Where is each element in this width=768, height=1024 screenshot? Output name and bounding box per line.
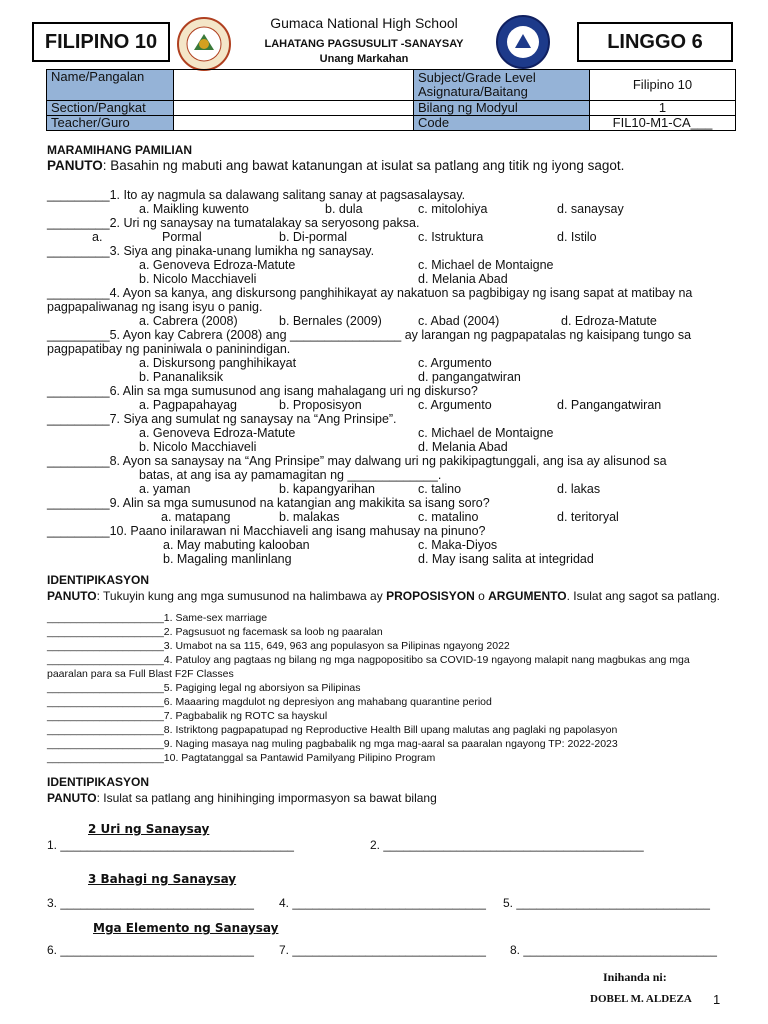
answer-field-3[interactable]: 3. _____________________________ <box>47 896 254 910</box>
choice[interactable]: a. Diskursong panghihikayat <box>139 356 297 370</box>
identification-instruction-2 <box>47 791 437 805</box>
choice[interactable]: a. Genoveva Edroza-Matute <box>139 258 296 272</box>
code-label: Code <box>414 116 590 131</box>
identification-item[interactable]: ____________________2. Pagsusuot ng facemask sa loob ng paaralan <box>47 626 383 638</box>
identification-item[interactable]: ____________________1. Same-sex marriage <box>47 612 268 624</box>
choice[interactable]: c. Istruktura <box>418 230 484 244</box>
choice[interactable]: c. Michael de Montaigne <box>418 426 554 440</box>
instruction-text: . Isulat ang sagot sa patlang. <box>566 589 721 603</box>
question-line-cont: pagpapaliwanag ng isang isyu o panig. <box>47 300 263 314</box>
teacher-label: Teacher/Guro <box>47 116 174 131</box>
keyword-argumento: ARGUMENTO <box>488 589 567 603</box>
question-line[interactable]: _________6. Alin sa mga sumusunod ang isang mahalagang uri ng diskurso? <box>47 384 478 398</box>
group-heading-bahagi: 3 Bahagi ng Sanaysay <box>88 872 237 886</box>
prepared-by-label: Inihanda ni: <box>603 970 667 984</box>
choice[interactable]: b. Nicolo Macchiaveli <box>139 440 257 454</box>
choice[interactable]: b. Nicolo Macchiaveli <box>139 272 257 286</box>
panuto-label: PANUTO <box>47 791 97 805</box>
page-number: 1 <box>713 992 721 1007</box>
section-title-identification: IDENTIPIKASYON <box>47 573 150 587</box>
choice[interactable]: b. Di-pormal <box>279 230 348 244</box>
section-label: Section/Pangkat <box>47 101 174 116</box>
choice[interactable]: c. mitolohiya <box>418 202 488 216</box>
instruction-text: : Basahin ng mabuti ang bawat katanungan at isulat sa patlang ang titik ng iyong sagot. <box>102 158 625 173</box>
question-line-cont: batas, at ang isa ay pamamagitan ng _____________. <box>139 468 442 482</box>
identification-item[interactable]: ____________________10. Pagtatanggal sa Pantawid Pamilyang Pilipino Program <box>47 752 436 764</box>
question-line[interactable]: _________8. Ayon sa sanaysay na “Ang Prinsipe” may dalwang uri ng pakikipagtunggali, ang isa ay alisunod sa <box>47 454 667 468</box>
identification-item[interactable]: ____________________5. Pagiging legal ng aborsiyon sa Pilipinas <box>47 682 361 694</box>
choice[interactable]: d. teritoryal <box>557 510 619 524</box>
choice[interactable]: d. sanaysay <box>557 202 624 216</box>
section-title-identification-2: IDENTIPIKASYON <box>47 775 150 789</box>
choice[interactable]: a. yaman <box>139 482 191 496</box>
question-line[interactable]: _________3. Siya ang pinaka-unang lumikha ng sanaysay. <box>47 244 375 258</box>
choice[interactable]: d. May isang salita at integridad <box>418 552 594 566</box>
choice[interactable]: b. Pananaliksik <box>139 370 224 384</box>
student-info-table <box>46 69 736 131</box>
answer-field-4[interactable]: 4. _____________________________ <box>279 896 486 910</box>
choice[interactable]: b. Bernales (2009) <box>279 314 382 328</box>
identification-item[interactable]: ____________________6. Maaaring magdulot ng depresiyon ang mahabang quarantine period <box>47 696 492 708</box>
choice[interactable]: d. Edroza-Matute <box>561 314 657 328</box>
exam-title: LAHATANG PAGSUSULIT -SANAYSAY <box>264 38 464 50</box>
question-line[interactable]: _________10. Paano inilarawan ni Macchiaveli ang isang mahusay na pinuno? <box>47 524 486 538</box>
multiple-choice-instruction <box>47 158 624 173</box>
identification-item[interactable]: ____________________8. Istriktong pagpapatupad ng Reproductive Health Bill upang malutas ang paglaki ng papolasyon <box>47 724 618 736</box>
answer-field-1[interactable]: 1. ___________________________________ <box>47 838 294 852</box>
question-line[interactable]: _________2. Uri ng sanaysay na tumatalakay sa seryosong paksa. <box>47 216 420 230</box>
choice[interactable]: d. Melania Abad <box>418 272 508 286</box>
choice[interactable]: d. Pangangatwiran <box>557 398 662 412</box>
author-name: DOBEL M. ALDEZA <box>590 993 692 1005</box>
answer-field-7[interactable]: 7. _____________________________ <box>279 943 486 957</box>
identification-item-cont: paaralan para sa Full Blast F2F Classes <box>47 668 234 680</box>
instruction-text: o <box>474 589 489 603</box>
week-title-box: LINGGO 6 <box>577 22 733 62</box>
name-label: Name/Pangalan <box>47 70 174 101</box>
identification-item[interactable]: ____________________3. Umabot na sa 115, 649, 963 ang populasyon sa Pilipinas ngayong 2022 <box>47 640 510 652</box>
answer-field-8[interactable]: 8. _____________________________ <box>510 943 717 957</box>
choice[interactable]: d. Melania Abad <box>418 440 508 454</box>
choice[interactable]: a. Pagpapahayag <box>139 398 238 412</box>
answer-field-2[interactable]: 2. _______________________________________ <box>370 838 644 852</box>
choice[interactable]: c. matalino <box>418 510 479 524</box>
group-heading-elemento: Mga Elemento ng Sanaysay <box>93 921 279 935</box>
subject-title-box: FILIPINO 10 <box>32 22 170 62</box>
question-line[interactable]: _________1. Ito ay nagmula sa dalawang salitang sanay at pagsasalaysay. <box>47 188 466 202</box>
panuto-label: PANUTO <box>47 589 97 603</box>
question-line[interactable]: _________9. Alin sa mga sumusunod na katangian ang makikita sa isang soro? <box>47 496 490 510</box>
choice[interactable]: d. pangangatwiran <box>418 370 521 384</box>
choice[interactable]: c. Abad (2004) <box>418 314 500 328</box>
identification-instruction <box>47 589 720 603</box>
choice[interactable]: b. dula <box>325 202 363 216</box>
answer-field-5[interactable]: 5. _____________________________ <box>503 896 710 910</box>
choice[interactable]: a. matapang <box>161 510 231 524</box>
choice[interactable]: c. Maka-Diyos <box>418 538 498 552</box>
instruction-text: : Tukuyin kung ang mga sumusunod na halimbawa ay <box>96 589 387 603</box>
panuto-label: PANUTO <box>47 158 103 173</box>
identification-item[interactable]: ____________________4. Patuloy ang pagtaas ng bilang ng mga nagpopositibo sa COVID-19 ngayong malapit nang magbukas ang mga <box>47 654 690 666</box>
name-field[interactable] <box>174 70 414 101</box>
choice[interactable]: d. Istilo <box>557 230 597 244</box>
choice[interactable]: b. kapangyarihan <box>279 482 375 496</box>
section-title-multiple-choice: MARAMIHANG PAMILIAN <box>47 143 193 157</box>
question-line[interactable]: _________4. Ayon sa kanya, ang diskursong panghihikayat ay nakatuon sa pagbibigay ng isang sapat at matibay na <box>47 286 693 300</box>
module-label: Bilang ng Modyul <box>414 101 590 116</box>
school-name: Gumaca National High School <box>270 15 458 31</box>
subject-label: Subject/Grade Level Asignatura/Baitang <box>414 70 590 101</box>
choice[interactable]: b. Proposisyon <box>279 398 362 412</box>
subject-value: Filipino 10 <box>590 70 736 101</box>
gnhs-seal-logo <box>495 14 551 75</box>
choice[interactable]: d. lakas <box>557 482 601 496</box>
choice-letter: a. <box>92 230 103 244</box>
choice[interactable]: a. Maikling kuwento <box>139 202 249 216</box>
question-line[interactable]: _________7. Siya ang sumulat ng sanaysay na “Ang Prinsipe”. <box>47 412 397 426</box>
code-value: FIL10-M1-CA___ <box>590 116 736 131</box>
choice[interactable]: c. Argumento <box>418 398 492 412</box>
choice[interactable]: a. Genoveva Edroza-Matute <box>139 426 296 440</box>
choice[interactable]: Pormal <box>162 230 202 244</box>
identification-item[interactable]: ____________________7. Pagbabalik ng ROTC sa hayskul <box>47 710 328 722</box>
identification-item[interactable]: ____________________9. Naging masaya nag muling pagbabalik ng mga mag-aaral sa paaralan ngayong TP: 2022-2023 <box>47 738 618 750</box>
choice[interactable]: a. May mabuting kalooban <box>163 538 310 552</box>
quarter-label: Unang Markahan <box>319 53 409 65</box>
instruction-text: : Isulat sa patlang ang hinihinging impormasyon sa bawat bilang <box>96 791 437 805</box>
question-line[interactable]: _________5. Ayon kay Cabrera (2008) ang ________________ ay larangan ng pagpapatalas ng kaisipang tungo sa <box>47 328 692 342</box>
teacher-field[interactable] <box>174 116 414 131</box>
choice[interactable]: c. talino <box>418 482 462 496</box>
module-value: 1 <box>590 101 736 116</box>
section-field[interactable] <box>174 101 414 116</box>
answer-field-6[interactable]: 6. _____________________________ <box>47 943 254 957</box>
keyword-proposisyon: PROPOSISYON <box>386 589 475 603</box>
school-seal-logo <box>176 16 232 77</box>
choice[interactable]: b. malakas <box>279 510 340 524</box>
choice[interactable]: b. Magaling manlinlang <box>163 552 292 566</box>
choice[interactable]: c. Argumento <box>418 356 492 370</box>
group-heading-uri: 2 Uri ng Sanaysay <box>88 822 210 836</box>
choice[interactable]: a. Cabrera (2008) <box>139 314 238 328</box>
choice[interactable]: c. Michael de Montaigne <box>418 258 554 272</box>
question-line-cont: pagpapatibay ng paniniwala o paninindigan. <box>47 342 291 356</box>
